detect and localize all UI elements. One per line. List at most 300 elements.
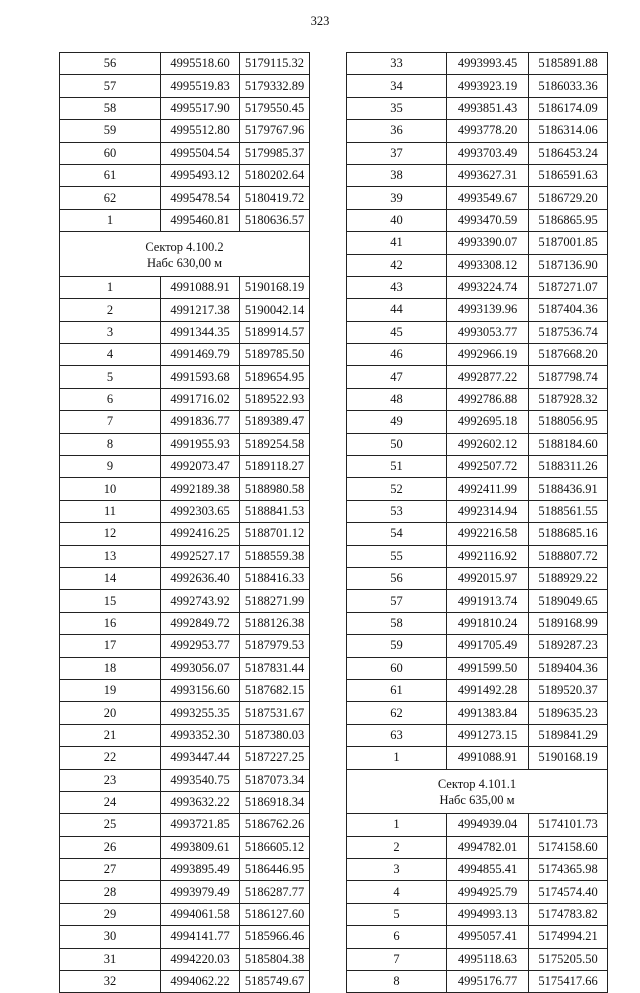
coordinates-table-right (346, 52, 608, 993)
table-row (60, 814, 310, 836)
point-number-cell: 5 (347, 903, 447, 925)
point-number-cell: 15 (60, 590, 161, 612)
table-row (347, 254, 608, 276)
y-coordinate-cell: 5180202.64 (240, 164, 310, 186)
y-coordinate-cell: 5186314.06 (529, 120, 608, 142)
point-number-cell: 14 (60, 568, 161, 590)
x-coordinate-cell: 4993540.75 (161, 769, 240, 791)
y-coordinate-cell: 5189118.27 (240, 456, 310, 478)
point-number-cell: 36 (347, 120, 447, 142)
y-coordinate-cell: 5189168.99 (529, 612, 608, 634)
y-coordinate-cell: 5188436.91 (529, 478, 608, 500)
point-number-cell: 8 (347, 971, 447, 993)
table-row (60, 53, 310, 75)
point-number-cell: 26 (60, 836, 161, 858)
y-coordinate-cell: 5186446.95 (240, 859, 310, 881)
x-coordinate-cell: 4993721.85 (161, 814, 240, 836)
table-row (347, 747, 608, 769)
point-number-cell: 2 (60, 299, 161, 321)
x-coordinate-cell: 4994782.01 (447, 836, 529, 858)
y-coordinate-cell: 5179332.89 (240, 75, 310, 97)
point-number-cell: 3 (60, 321, 161, 343)
y-coordinate-cell: 5188929.22 (529, 567, 608, 589)
x-coordinate-cell: 4993993.45 (447, 53, 529, 75)
x-coordinate-cell: 4993139.96 (447, 299, 529, 321)
table-row (347, 321, 608, 343)
x-coordinate-cell: 4992527.17 (161, 545, 240, 567)
x-coordinate-cell: 4992216.58 (447, 523, 529, 545)
y-coordinate-cell: 5187073.34 (240, 769, 310, 791)
table-row (347, 344, 608, 366)
point-number-cell: 4 (347, 881, 447, 903)
y-coordinate-cell: 5186591.63 (529, 164, 608, 186)
table-row (60, 903, 310, 925)
point-number-cell: 1 (347, 747, 447, 769)
x-coordinate-cell: 4992303.65 (161, 500, 240, 522)
point-number-cell: 63 (347, 724, 447, 746)
table-row (60, 791, 310, 813)
table-row (60, 971, 310, 993)
point-number-cell: 27 (60, 859, 161, 881)
table-row (60, 859, 310, 881)
point-number-cell: 3 (347, 859, 447, 881)
y-coordinate-cell: 5188271.99 (240, 590, 310, 612)
x-coordinate-cell: 4992966.19 (447, 344, 529, 366)
point-number-cell: 32 (60, 971, 161, 993)
x-coordinate-cell: 4992416.25 (161, 523, 240, 545)
y-coordinate-cell: 5188841.53 (240, 500, 310, 522)
table-row (60, 657, 310, 679)
y-coordinate-cell: 5189635.23 (529, 702, 608, 724)
x-coordinate-cell: 4993809.61 (161, 836, 240, 858)
y-coordinate-cell: 5186174.09 (529, 97, 608, 119)
table-row (60, 299, 310, 321)
y-coordinate-cell: 5179115.32 (240, 53, 310, 75)
x-coordinate-cell: 4992116.92 (447, 545, 529, 567)
x-coordinate-cell: 4992877.22 (447, 366, 529, 388)
x-coordinate-cell: 4991836.77 (161, 411, 240, 433)
point-number-cell: 21 (60, 724, 161, 746)
point-number-cell: 10 (60, 478, 161, 500)
table-row (347, 903, 608, 925)
x-coordinate-cell: 4991088.91 (447, 747, 529, 769)
x-coordinate-cell: 4991593.68 (161, 366, 240, 388)
table-row (347, 545, 608, 567)
y-coordinate-cell: 5189404.36 (529, 657, 608, 679)
y-coordinate-cell: 5187536.74 (529, 321, 608, 343)
x-coordinate-cell: 4994925.79 (447, 881, 529, 903)
x-coordinate-cell: 4994855.41 (447, 859, 529, 881)
point-number-cell: 30 (60, 926, 161, 948)
x-coordinate-cell: 4993549.67 (447, 187, 529, 209)
y-coordinate-cell: 5186287.77 (240, 881, 310, 903)
point-number-cell: 51 (347, 456, 447, 478)
table-row (60, 702, 310, 724)
point-number-cell: 58 (60, 97, 161, 119)
y-coordinate-cell: 5187227.25 (240, 747, 310, 769)
table-row (347, 814, 608, 836)
sector-header-row (347, 769, 608, 814)
y-coordinate-cell: 5179985.37 (240, 142, 310, 164)
y-coordinate-cell: 5174783.82 (529, 903, 608, 925)
point-number-cell: 24 (60, 791, 161, 813)
x-coordinate-cell: 4995460.81 (161, 209, 240, 231)
sector-header (60, 232, 310, 277)
point-number-cell: 7 (60, 411, 161, 433)
x-coordinate-cell: 4991810.24 (447, 612, 529, 634)
point-number-cell: 16 (60, 612, 161, 634)
table-row (347, 500, 608, 522)
x-coordinate-cell: 4992953.77 (161, 635, 240, 657)
y-coordinate-cell: 5189654.95 (240, 366, 310, 388)
point-number-cell: 5 (60, 366, 161, 388)
y-coordinate-cell: 5187531.67 (240, 702, 310, 724)
x-coordinate-cell: 4995176.77 (447, 971, 529, 993)
x-coordinate-cell: 4995517.90 (161, 97, 240, 119)
table-row (347, 948, 608, 970)
table-row (347, 209, 608, 231)
table-row (347, 478, 608, 500)
x-coordinate-cell: 4993895.49 (161, 859, 240, 881)
y-coordinate-cell: 5186762.26 (240, 814, 310, 836)
x-coordinate-cell: 4992849.72 (161, 612, 240, 634)
point-number-cell: 61 (347, 679, 447, 701)
table-row (347, 120, 608, 142)
x-coordinate-cell: 4991913.74 (447, 590, 529, 612)
y-coordinate-cell: 5186127.60 (240, 903, 310, 925)
point-number-cell: 61 (60, 164, 161, 186)
table-row (347, 836, 608, 858)
y-coordinate-cell: 5175205.50 (529, 948, 608, 970)
table-row (347, 523, 608, 545)
y-coordinate-cell: 5179767.96 (240, 120, 310, 142)
y-coordinate-cell: 5188311.26 (529, 456, 608, 478)
x-coordinate-cell: 4995519.83 (161, 75, 240, 97)
y-coordinate-cell: 5188184.60 (529, 433, 608, 455)
y-coordinate-cell: 5185749.67 (240, 971, 310, 993)
table-row (60, 679, 310, 701)
x-coordinate-cell: 4993255.35 (161, 702, 240, 724)
table-row (60, 926, 310, 948)
y-coordinate-cell: 5190168.19 (240, 276, 310, 298)
table-row (60, 724, 310, 746)
x-coordinate-cell: 4993703.49 (447, 142, 529, 164)
point-number-cell: 25 (60, 814, 161, 836)
x-coordinate-cell: 4991716.02 (161, 388, 240, 410)
table-row (60, 187, 310, 209)
table-row (60, 142, 310, 164)
point-number-cell: 50 (347, 433, 447, 455)
table-row (60, 433, 310, 455)
x-coordinate-cell: 4994141.77 (161, 926, 240, 948)
y-coordinate-cell: 5186605.12 (240, 836, 310, 858)
table-row (60, 590, 310, 612)
table-row (347, 164, 608, 186)
x-coordinate-cell: 4994062.22 (161, 971, 240, 993)
y-coordinate-cell: 5187001.85 (529, 232, 608, 254)
y-coordinate-cell: 5188056.95 (529, 411, 608, 433)
table-row (60, 612, 310, 634)
y-coordinate-cell: 5190042.14 (240, 299, 310, 321)
x-coordinate-cell: 4992602.12 (447, 433, 529, 455)
y-coordinate-cell: 5187831.44 (240, 657, 310, 679)
point-number-cell: 12 (60, 523, 161, 545)
point-number-cell: 33 (347, 53, 447, 75)
y-coordinate-cell: 5174994.21 (529, 926, 608, 948)
x-coordinate-cell: 4991383.84 (447, 702, 529, 724)
x-coordinate-cell: 4993851.43 (447, 97, 529, 119)
point-number-cell: 62 (347, 702, 447, 724)
table-row (60, 769, 310, 791)
y-coordinate-cell: 5189520.37 (529, 679, 608, 701)
table-row (60, 545, 310, 567)
table-row (347, 232, 608, 254)
point-number-cell: 17 (60, 635, 161, 657)
table-row (347, 679, 608, 701)
point-number-cell: 22 (60, 747, 161, 769)
table-row (347, 142, 608, 164)
x-coordinate-cell: 4993224.74 (447, 276, 529, 298)
table-row (60, 635, 310, 657)
x-coordinate-cell: 4994220.03 (161, 948, 240, 970)
sector-height: Набс 630,00 м (146, 256, 223, 271)
y-coordinate-cell: 5188561.55 (529, 500, 608, 522)
point-number-cell: 31 (60, 948, 161, 970)
y-coordinate-cell: 5187682.15 (240, 679, 310, 701)
y-coordinate-cell: 5174101.73 (529, 814, 608, 836)
point-number-cell: 28 (60, 881, 161, 903)
y-coordinate-cell: 5189254.58 (240, 433, 310, 455)
table-row (60, 276, 310, 298)
point-number-cell: 2 (347, 836, 447, 858)
table-row (347, 97, 608, 119)
point-number-cell: 1 (347, 814, 447, 836)
x-coordinate-cell: 4995518.60 (161, 53, 240, 75)
x-coordinate-cell: 4993923.19 (447, 75, 529, 97)
table-row (347, 456, 608, 478)
y-coordinate-cell: 5189287.23 (529, 635, 608, 657)
point-number-cell: 38 (347, 164, 447, 186)
point-number-cell: 29 (60, 903, 161, 925)
point-number-cell: 49 (347, 411, 447, 433)
table-row (347, 657, 608, 679)
x-coordinate-cell: 4993979.49 (161, 881, 240, 903)
table-row (60, 478, 310, 500)
point-number-cell: 13 (60, 545, 161, 567)
y-coordinate-cell: 5189389.47 (240, 411, 310, 433)
y-coordinate-cell: 5186453.24 (529, 142, 608, 164)
x-coordinate-cell: 4991705.49 (447, 635, 529, 657)
y-coordinate-cell: 5186865.95 (529, 209, 608, 231)
table-row (60, 948, 310, 970)
point-number-cell: 57 (347, 590, 447, 612)
point-number-cell: 58 (347, 612, 447, 634)
y-coordinate-cell: 5175417.66 (529, 971, 608, 993)
point-number-cell: 41 (347, 232, 447, 254)
point-number-cell: 23 (60, 769, 161, 791)
x-coordinate-cell: 4992743.92 (161, 590, 240, 612)
y-coordinate-cell: 5188559.38 (240, 545, 310, 567)
table-row (60, 881, 310, 903)
point-number-cell: 4 (60, 344, 161, 366)
y-coordinate-cell: 5185804.38 (240, 948, 310, 970)
point-number-cell: 40 (347, 209, 447, 231)
y-coordinate-cell: 5186033.36 (529, 75, 608, 97)
point-number-cell: 57 (60, 75, 161, 97)
point-number-cell: 56 (347, 567, 447, 589)
y-coordinate-cell: 5174365.98 (529, 859, 608, 881)
x-coordinate-cell: 4993053.77 (447, 321, 529, 343)
point-number-cell: 53 (347, 500, 447, 522)
table-row (347, 433, 608, 455)
y-coordinate-cell: 5188701.12 (240, 523, 310, 545)
point-number-cell: 37 (347, 142, 447, 164)
y-coordinate-cell: 5187136.90 (529, 254, 608, 276)
x-coordinate-cell: 4992411.99 (447, 478, 529, 500)
sector-header-row (60, 232, 310, 277)
table-row (347, 75, 608, 97)
table-row (60, 747, 310, 769)
point-number-cell: 48 (347, 388, 447, 410)
page-number: 323 (310, 14, 330, 28)
coordinates-table-left (59, 52, 310, 993)
y-coordinate-cell: 5186729.20 (529, 187, 608, 209)
point-number-cell: 6 (60, 388, 161, 410)
x-coordinate-cell: 4995504.54 (161, 142, 240, 164)
x-coordinate-cell: 4991492.28 (447, 679, 529, 701)
table-row (347, 859, 608, 881)
point-number-cell: 47 (347, 366, 447, 388)
table-row (60, 321, 310, 343)
x-coordinate-cell: 4994061.58 (161, 903, 240, 925)
point-number-cell: 9 (60, 456, 161, 478)
y-coordinate-cell: 5187271.07 (529, 276, 608, 298)
table-row (60, 523, 310, 545)
x-coordinate-cell: 4993390.07 (447, 232, 529, 254)
table-row (347, 702, 608, 724)
point-number-cell: 20 (60, 702, 161, 724)
table-row (60, 388, 310, 410)
sector-header (347, 769, 608, 814)
y-coordinate-cell: 5188807.72 (529, 545, 608, 567)
x-coordinate-cell: 4994939.04 (447, 814, 529, 836)
y-coordinate-cell: 5185966.46 (240, 926, 310, 948)
y-coordinate-cell: 5187928.32 (529, 388, 608, 410)
x-coordinate-cell: 4993447.44 (161, 747, 240, 769)
point-number-cell: 59 (60, 120, 161, 142)
point-number-cell: 18 (60, 657, 161, 679)
table-row (347, 53, 608, 75)
y-coordinate-cell: 5188980.58 (240, 478, 310, 500)
point-number-cell: 39 (347, 187, 447, 209)
sector-name: Сектор 4.100.2 (145, 240, 224, 255)
table-row (347, 366, 608, 388)
table-row (347, 411, 608, 433)
table-row (60, 164, 310, 186)
y-coordinate-cell: 5189841.29 (529, 724, 608, 746)
y-coordinate-cell: 5188685.16 (529, 523, 608, 545)
x-coordinate-cell: 4991599.50 (447, 657, 529, 679)
table-row (347, 187, 608, 209)
point-number-cell: 35 (347, 97, 447, 119)
point-number-cell: 56 (60, 53, 161, 75)
x-coordinate-cell: 4992189.38 (161, 478, 240, 500)
point-number-cell: 59 (347, 635, 447, 657)
y-coordinate-cell: 5186918.34 (240, 791, 310, 813)
table-row (60, 344, 310, 366)
point-number-cell: 60 (347, 657, 447, 679)
y-coordinate-cell: 5188416.33 (240, 568, 310, 590)
y-coordinate-cell: 5190168.19 (529, 747, 608, 769)
point-number-cell: 55 (347, 545, 447, 567)
y-coordinate-cell: 5189914.57 (240, 321, 310, 343)
table-row (347, 724, 608, 746)
point-number-cell: 44 (347, 299, 447, 321)
x-coordinate-cell: 4991955.93 (161, 433, 240, 455)
y-coordinate-cell: 5189785.50 (240, 344, 310, 366)
x-coordinate-cell: 4995118.63 (447, 948, 529, 970)
x-coordinate-cell: 4993352.30 (161, 724, 240, 746)
table-row (347, 926, 608, 948)
point-number-cell: 43 (347, 276, 447, 298)
y-coordinate-cell: 5188126.38 (240, 612, 310, 634)
point-number-cell: 45 (347, 321, 447, 343)
table-row (60, 120, 310, 142)
y-coordinate-cell: 5180419.72 (240, 187, 310, 209)
table-row (347, 612, 608, 634)
point-number-cell: 54 (347, 523, 447, 545)
y-coordinate-cell: 5187380.03 (240, 724, 310, 746)
y-coordinate-cell: 5187404.36 (529, 299, 608, 321)
x-coordinate-cell: 4991344.35 (161, 321, 240, 343)
point-number-cell: 62 (60, 187, 161, 209)
x-coordinate-cell: 4993056.07 (161, 657, 240, 679)
x-coordinate-cell: 4995493.12 (161, 164, 240, 186)
point-number-cell: 8 (60, 433, 161, 455)
x-coordinate-cell: 4993778.20 (447, 120, 529, 142)
y-coordinate-cell: 5179550.45 (240, 97, 310, 119)
table-row (347, 276, 608, 298)
y-coordinate-cell: 5187668.20 (529, 344, 608, 366)
table-row (347, 299, 608, 321)
point-number-cell: 1 (60, 209, 161, 231)
sector-height: Набс 635,00 м (439, 793, 515, 808)
x-coordinate-cell: 4995512.80 (161, 120, 240, 142)
table-row (347, 635, 608, 657)
y-coordinate-cell: 5185891.88 (529, 53, 608, 75)
y-coordinate-cell: 5189522.93 (240, 388, 310, 410)
table-row (60, 456, 310, 478)
x-coordinate-cell: 4993308.12 (447, 254, 529, 276)
point-number-cell: 34 (347, 75, 447, 97)
table-row (347, 567, 608, 589)
table-row (60, 75, 310, 97)
table-row (347, 971, 608, 993)
x-coordinate-cell: 4992015.97 (447, 567, 529, 589)
x-coordinate-cell: 4995057.41 (447, 926, 529, 948)
y-coordinate-cell: 5174158.60 (529, 836, 608, 858)
x-coordinate-cell: 4994993.13 (447, 903, 529, 925)
point-number-cell: 6 (347, 926, 447, 948)
x-coordinate-cell: 4991088.91 (161, 276, 240, 298)
point-number-cell: 46 (347, 344, 447, 366)
y-coordinate-cell: 5189049.65 (529, 590, 608, 612)
x-coordinate-cell: 4993156.60 (161, 679, 240, 701)
x-coordinate-cell: 4993470.59 (447, 209, 529, 231)
point-number-cell: 11 (60, 500, 161, 522)
point-number-cell: 1 (60, 276, 161, 298)
point-number-cell: 60 (60, 142, 161, 164)
